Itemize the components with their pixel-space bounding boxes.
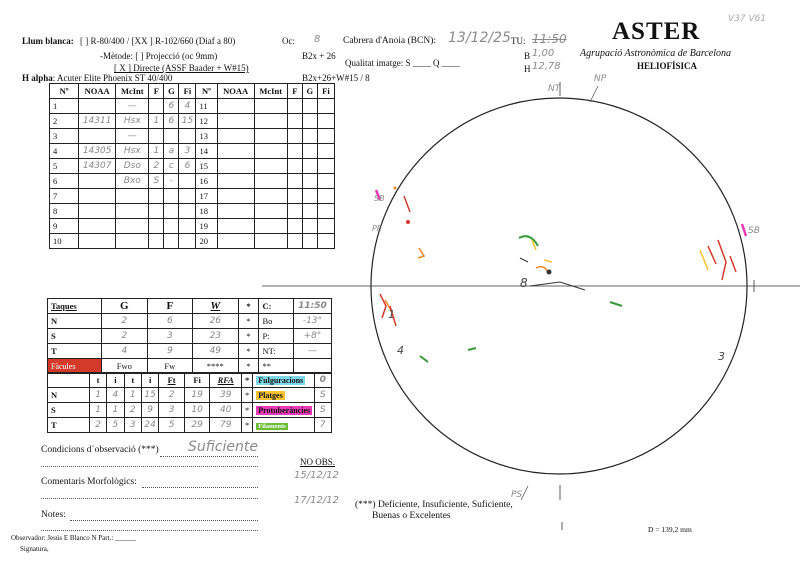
llum-blanca-options: [ ] R-80/400 / [XX ] R-102/660 (Diaf a 80): [80, 36, 236, 46]
cell-g: 6: [164, 114, 179, 129]
facules-row-label: S: [48, 403, 90, 418]
spot-drawings: [520, 258, 585, 290]
taques-c-label: C:: [259, 299, 293, 314]
cell-n-right: 14: [196, 144, 217, 159]
cell-g: a: [164, 144, 179, 159]
brand-subtitle: Agrupació Astronòmica de Barcelona: [580, 48, 731, 59]
cell-noaa: 14305: [79, 144, 116, 159]
b2x-halpha: B2x+26+W#15 / 8: [302, 73, 370, 83]
fac-h7: RFA: [210, 373, 242, 388]
halpha-label: H alpha: [22, 73, 53, 83]
cell-n-right: 15: [196, 159, 217, 174]
cell-f: 1: [149, 114, 164, 129]
llum-blanca-label: Llum blanca:: [22, 36, 74, 46]
table-row: S 1 1 2 9 3 10 40 * Protuberàncies S: [48, 403, 332, 418]
facules-cell: 15: [141, 388, 158, 403]
facules-cell: 1: [89, 403, 106, 418]
observador-line: Observador: Jesús E Blanco N Part.: ______: [11, 534, 137, 542]
cell-g: 6: [164, 99, 179, 114]
table-row: T 2 5 3 24 5 29 79 * Filaments 7: [48, 418, 332, 433]
fac-h1: t: [89, 373, 106, 388]
cell-noaa: 14307: [79, 159, 116, 174]
cell-n-right: 16: [196, 174, 217, 189]
halpha-value: : Acuter Elite Phoenix ST 40/400: [52, 73, 173, 83]
fac-h5: Ft: [159, 373, 185, 388]
spot-label-8: 8: [520, 276, 528, 290]
h-label: H: [524, 64, 531, 74]
cell-n: 2: [50, 114, 79, 129]
cell-n-right: 11: [196, 99, 217, 114]
qualitat-label: Qualitat imatge: S ____ Q ____: [345, 58, 460, 68]
facules-cell: 5: [159, 418, 185, 433]
brand-section: HELIOFÍSICA: [637, 61, 698, 71]
spot-label-3: 3: [718, 350, 725, 363]
np-pointer: [590, 86, 598, 102]
cell-n-right: 12: [196, 114, 217, 129]
th-fi2: Fi: [317, 84, 334, 99]
taques-t-g: 4: [102, 344, 147, 359]
th-mcint: McInt: [116, 84, 149, 99]
taques-c-value: 11:50: [293, 299, 331, 314]
prominence-pink: [376, 190, 746, 236]
cell-n: 10: [50, 234, 79, 249]
metode-directe: [ X ] Directe (ASSF Baader + W#15): [114, 63, 249, 73]
facules-row-label: N: [48, 388, 90, 403]
cell-fi: 6: [179, 159, 196, 174]
fac-h2: i: [107, 373, 124, 388]
taques-t-label: T: [48, 344, 102, 359]
faculae-dot-2: [394, 187, 397, 190]
facules-cell: 2: [159, 388, 185, 403]
ps-label: PS: [511, 490, 523, 500]
cell-f: S: [149, 174, 164, 189]
location-label: Cabrera d'Anoia (BCN):: [343, 36, 436, 46]
scale-text: (***) Deficiente, Insuficiente, Suficiente,: [355, 500, 513, 510]
oc-value: 8: [314, 34, 321, 45]
cell-n: 7: [50, 189, 79, 204]
no-obs-date-1: 15/12/12: [294, 470, 339, 481]
th-noaa2: NOAA: [217, 84, 254, 99]
fac-h3: t: [124, 373, 141, 388]
th-noaa: NOAA: [79, 84, 116, 99]
corner-note: V37 V61: [728, 14, 767, 24]
cell-f: 2: [149, 159, 164, 174]
taques-n-label: N: [48, 314, 102, 329]
th-g: G: [164, 84, 179, 99]
facules-cell: 1: [124, 388, 141, 403]
taques-s-label: S: [48, 329, 102, 344]
cell-n: 4: [50, 144, 79, 159]
cell-n: 5: [50, 159, 79, 174]
legend-filaments: Filaments: [258, 423, 286, 430]
th-f: F: [149, 84, 164, 99]
cell-n-right: 17: [196, 189, 217, 204]
fw-label: Fw: [147, 359, 192, 374]
taques-s-g: 2: [102, 329, 147, 344]
double-star-label: **: [259, 359, 293, 374]
cell-mcint: Bxo: [116, 174, 149, 189]
date-value: 13/12/25: [448, 30, 511, 46]
condicions-value: Suficiente: [188, 439, 258, 455]
facules-table: t i t i Ft Fi RFA * Fulguracions 0 N 1 4 1 15 2 19 39 * Platges S S 1 1 2 9 3 10 40 * Protuberàncies S T 2 5 3 24 5 29 79 * Filaments 7: [47, 372, 332, 433]
facules-cell: 2: [124, 403, 141, 418]
brand-name: ASTER: [612, 18, 701, 45]
cell-n-right: 20: [196, 234, 217, 249]
facules-cell: 10: [184, 403, 210, 418]
facules-row-label: T: [48, 418, 90, 433]
sb-label: SB: [374, 194, 385, 203]
taques-n-g: 2: [102, 314, 147, 329]
cell-mcint: Hsx: [116, 114, 149, 129]
legend-value: S: [314, 388, 331, 403]
platges-yellow: [532, 240, 708, 270]
facules-cell: 24: [141, 418, 158, 433]
legend-protuberancies: Protuberàncies: [258, 406, 311, 415]
fac-h4: i: [141, 373, 158, 388]
taques-s-f: 3: [147, 329, 192, 344]
nt-label: NT: [548, 84, 561, 94]
facules-cell: 40: [210, 403, 242, 418]
condicions-label: Condicions d´observació (***): [41, 445, 159, 455]
cell-n-right: 18: [196, 204, 217, 219]
cell-mcint: Hsx: [116, 144, 149, 159]
facules-cell: 9: [141, 403, 158, 418]
no-obs-label: NO OBS.: [300, 457, 336, 467]
h-value: 12,78: [532, 61, 561, 72]
cell-fi: 15: [179, 114, 196, 129]
facules-cell: 3: [159, 403, 185, 418]
cell-n: 9: [50, 219, 79, 234]
facules-cell: 2: [89, 418, 106, 433]
b-value: 1,00: [532, 48, 555, 59]
no-obs-date-2: 17/12/12: [294, 495, 339, 506]
legend-fulguracions-value: 0: [314, 373, 331, 388]
facules-cell: 79: [210, 418, 242, 433]
taques-n-w: 26: [193, 314, 238, 329]
facules-cell: 19: [184, 388, 210, 403]
legend-value: 7: [314, 418, 331, 433]
facules-cell: 4: [107, 388, 124, 403]
th-mcint2: McInt: [254, 84, 287, 99]
th-n2: Nº: [196, 84, 217, 99]
cell-mcint: Dso: [116, 159, 149, 174]
taques-g-header: G: [102, 299, 147, 314]
taques-f-header: F: [147, 299, 192, 314]
cell-mcint: —: [116, 99, 149, 114]
spot-label-4: 4: [397, 344, 404, 357]
th-n: Nº: [50, 84, 79, 99]
taques-t-f: 9: [147, 344, 192, 359]
oc-label: Oc:: [282, 36, 295, 46]
fwo-label: Fwo: [102, 359, 147, 374]
tu-label: TU:: [511, 36, 526, 46]
np-label: NP: [594, 74, 607, 84]
cell-n: 6: [50, 174, 79, 189]
cell-g: -: [164, 174, 179, 189]
filament-green: [420, 236, 622, 362]
legend-value: S: [314, 403, 331, 418]
taques-t-w: 49: [193, 344, 238, 359]
diameter-label: D = 139,2 mm: [648, 525, 692, 534]
cell-n-right: 19: [196, 219, 217, 234]
signatura-label: Signatura,: [20, 545, 49, 553]
pe-label: PE: [372, 224, 382, 233]
comentaris-label: Comentaris Morfològics:: [41, 477, 137, 487]
legend-fulguracions: Fulguracions: [258, 376, 304, 385]
cell-noaa: 14311: [79, 114, 116, 129]
cell-mcint: —: [116, 129, 149, 144]
th-g2: G: [302, 84, 317, 99]
tu-value: 11:50: [532, 32, 567, 46]
facules-cell: 1: [89, 388, 106, 403]
facules-cell: 1: [107, 403, 124, 418]
taques-p-label: P:: [259, 329, 293, 344]
th-fi: Fi: [179, 84, 196, 99]
cell-f: 1: [149, 144, 164, 159]
scale-text-2: Buenas o Excelentes: [372, 511, 451, 521]
facules-cell: 5: [107, 418, 124, 433]
th-f2: F: [287, 84, 302, 99]
stars-label: ****: [193, 359, 238, 374]
cell-n-right: 13: [196, 129, 217, 144]
faculae-dot: [406, 220, 410, 224]
notes-label: Notes:: [41, 510, 66, 520]
legend-platges: Platges: [258, 391, 283, 400]
fac-h6: Fi: [184, 373, 210, 388]
facules-cell: 39: [210, 388, 242, 403]
b2x-value: B2x + 26: [302, 51, 336, 61]
cell-g: c: [164, 159, 179, 174]
spot-label-1: 1: [388, 308, 395, 321]
sb-right-label: SB: [748, 226, 760, 236]
taques-p-value: +8°: [293, 329, 331, 344]
faculae-red: [380, 196, 736, 326]
cell-n: 3: [50, 129, 79, 144]
cell-fi: 4: [179, 99, 196, 114]
cell-n: 1: [50, 99, 79, 114]
taques-bo-value: -13°: [293, 314, 331, 329]
facules-label: Fàcules: [48, 359, 102, 374]
taques-n-f: 6: [147, 314, 192, 329]
taques-header: Taques: [48, 299, 102, 314]
metode-label: -Mètode: [ ] Projecció (oc 9mm): [100, 51, 218, 61]
taques-nt-label: NT:: [259, 344, 293, 359]
table-row: N 1 4 1 15 2 19 39 * Platges S: [48, 388, 332, 403]
cell-fi: 3: [179, 144, 196, 159]
taques-bo-label: Bo: [259, 314, 293, 329]
cell-n: 8: [50, 204, 79, 219]
taques-w-header: W: [193, 299, 238, 314]
taques-table: Taques G F W * C: 11:50 N 2 6 26 * Bo -13° S 2 3 23 * P: +8° T 4 9 49 * NT: — Fàcules Fwo Fw **** * **: [47, 298, 332, 374]
b-label: B: [524, 51, 531, 61]
taques-s-w: 23: [193, 329, 238, 344]
taques-nt-value: —: [293, 344, 331, 359]
facules-cell: 3: [124, 418, 141, 433]
facules-cell: 29: [184, 418, 210, 433]
